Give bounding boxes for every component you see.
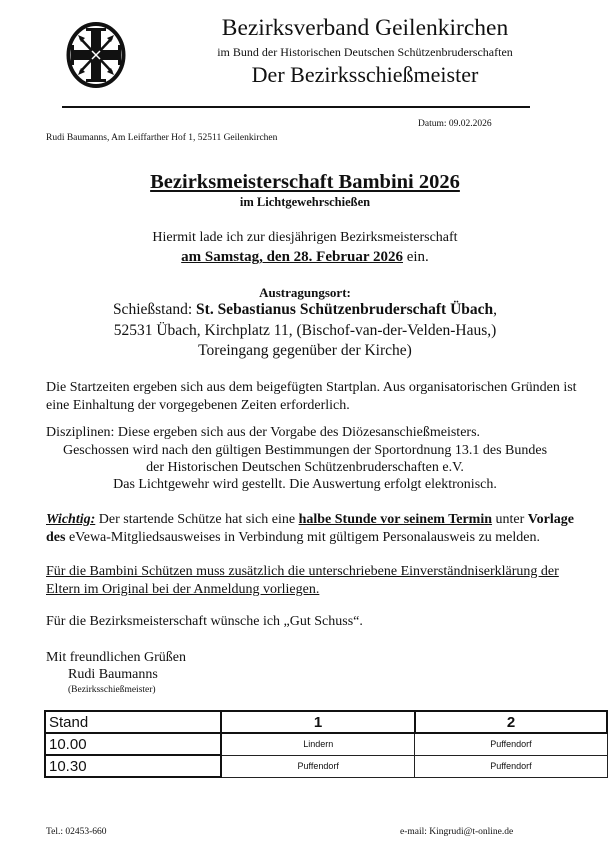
signer-role: (Bezirksschießmeister) [68, 685, 156, 695]
important-notice [46, 511, 586, 547]
document-subtitle: im Lichtgewehrschießen [239, 195, 371, 209]
header-stand-1: 1 [221, 711, 415, 733]
row-stand-1: Lindern [221, 733, 415, 755]
invite-line: Hiermit lade ich zur diesjährigen Bezirksmeisterschaft [152, 230, 458, 245]
closing-greeting: Mit freundlichen Grüßen [46, 650, 186, 665]
venue-name: St. Sebastianus Schützenbruderschaft Übach [196, 301, 494, 318]
document-title-text: Bezirksmeisterschaft Bambini 2026 [150, 171, 460, 193]
footer-phone: Tel.: 02453-660 [46, 827, 107, 837]
important-bold: Vorlage des [46, 512, 574, 545]
important-text-3: eVewa-Mitgliedsausweises in Verbindung mit gültigem Personalausweis zu melden. [65, 530, 540, 545]
invite-date-line [0, 247, 610, 267]
event-date: am Samstag, den 28. Februar 2026 [181, 249, 403, 265]
disciplines-line-4: Das Lichtgewehr wird gestellt. Die Auswertung erfolgt elektronisch. [113, 477, 497, 492]
row-time: 10.00 [45, 733, 221, 755]
start-schedule-table [44, 710, 608, 778]
header-divider [62, 106, 530, 108]
bambini-consent-note: Für die Bambini Schützen muss zusätzlich die unterschriebene Einverständniserklärung der Eltern im Original bei der Anmeldung vorliegen. [46, 564, 559, 597]
table-row [45, 733, 607, 755]
office-title: Der Bezirksschießmeister [251, 62, 479, 87]
document-title [0, 170, 610, 194]
sender-address: Rudi Baumanns, Am Leiffarther Hof 1, 52511 Geilenkirchen [46, 133, 278, 143]
row-stand-2: Puffendorf [415, 733, 607, 755]
invite-suffix: ein. [402, 249, 429, 265]
venue-label: Austragungsort: [259, 285, 351, 300]
disciplines-line-2: Geschossen wird nach den gültigen Bestimmungen der Sportordnung 13.1 des Bundes [62, 443, 548, 458]
row-time: 10.30 [45, 755, 221, 777]
letter-date: Datum: 09.02.2026 [418, 119, 492, 129]
important-label: Wichtig: [46, 512, 96, 527]
disciplines-line-3: der Historischen Deutschen Schützenbruderschaften e.V. [146, 460, 464, 475]
venue-address: 52531 Übach, Kirchplatz 11, (Bischof-van-der-Velden-Haus,) [113, 322, 497, 339]
header-stand-2: 2 [415, 711, 607, 733]
venue-line [0, 300, 610, 320]
table-header-row [45, 711, 607, 733]
start-times-paragraph: Die Startzeiten ergeben sich aus dem beigefügten Startplan. Aus organisatorischen Gründen ist eine Einhaltung der vorgegebenen Zeiten erforderlich. [46, 380, 577, 413]
signer-name: Rudi Baumanns [68, 667, 158, 682]
disciplines-line-1: Disziplinen: Diese ergeben sich aus der Vorgabe des Diözesanschießmeisters. [46, 425, 481, 440]
org-name: Bezirksverband Geilenkirchen [221, 15, 509, 41]
wish-line: Für die Bezirksmeisterschaft wünsche ich „Gut Schuss“. [46, 614, 363, 629]
venue-entrance: Toreingang gegenüber der Kirche) [198, 342, 412, 359]
header-stand: Stand [45, 711, 221, 733]
table-row [45, 755, 607, 777]
row-stand-2: Puffendorf [415, 755, 607, 777]
footer-email: e-mail: Kingrudi@t-online.de [400, 827, 514, 837]
venue-prefix: Schießstand: [112, 301, 197, 318]
important-text-2: unter [492, 512, 528, 527]
row-stand-1: Puffendorf [221, 755, 415, 777]
venue-name-suffix: , [493, 301, 498, 318]
important-emphasis: halbe Stunde vor seinem Termin [298, 512, 493, 527]
cross-with-arrows-emblem-icon [66, 21, 126, 89]
important-text-1: Der startende Schütze hat sich eine [95, 512, 299, 527]
org-affiliation: im Bund der Historischen Deutschen Schützenbruderschaften [217, 45, 513, 59]
